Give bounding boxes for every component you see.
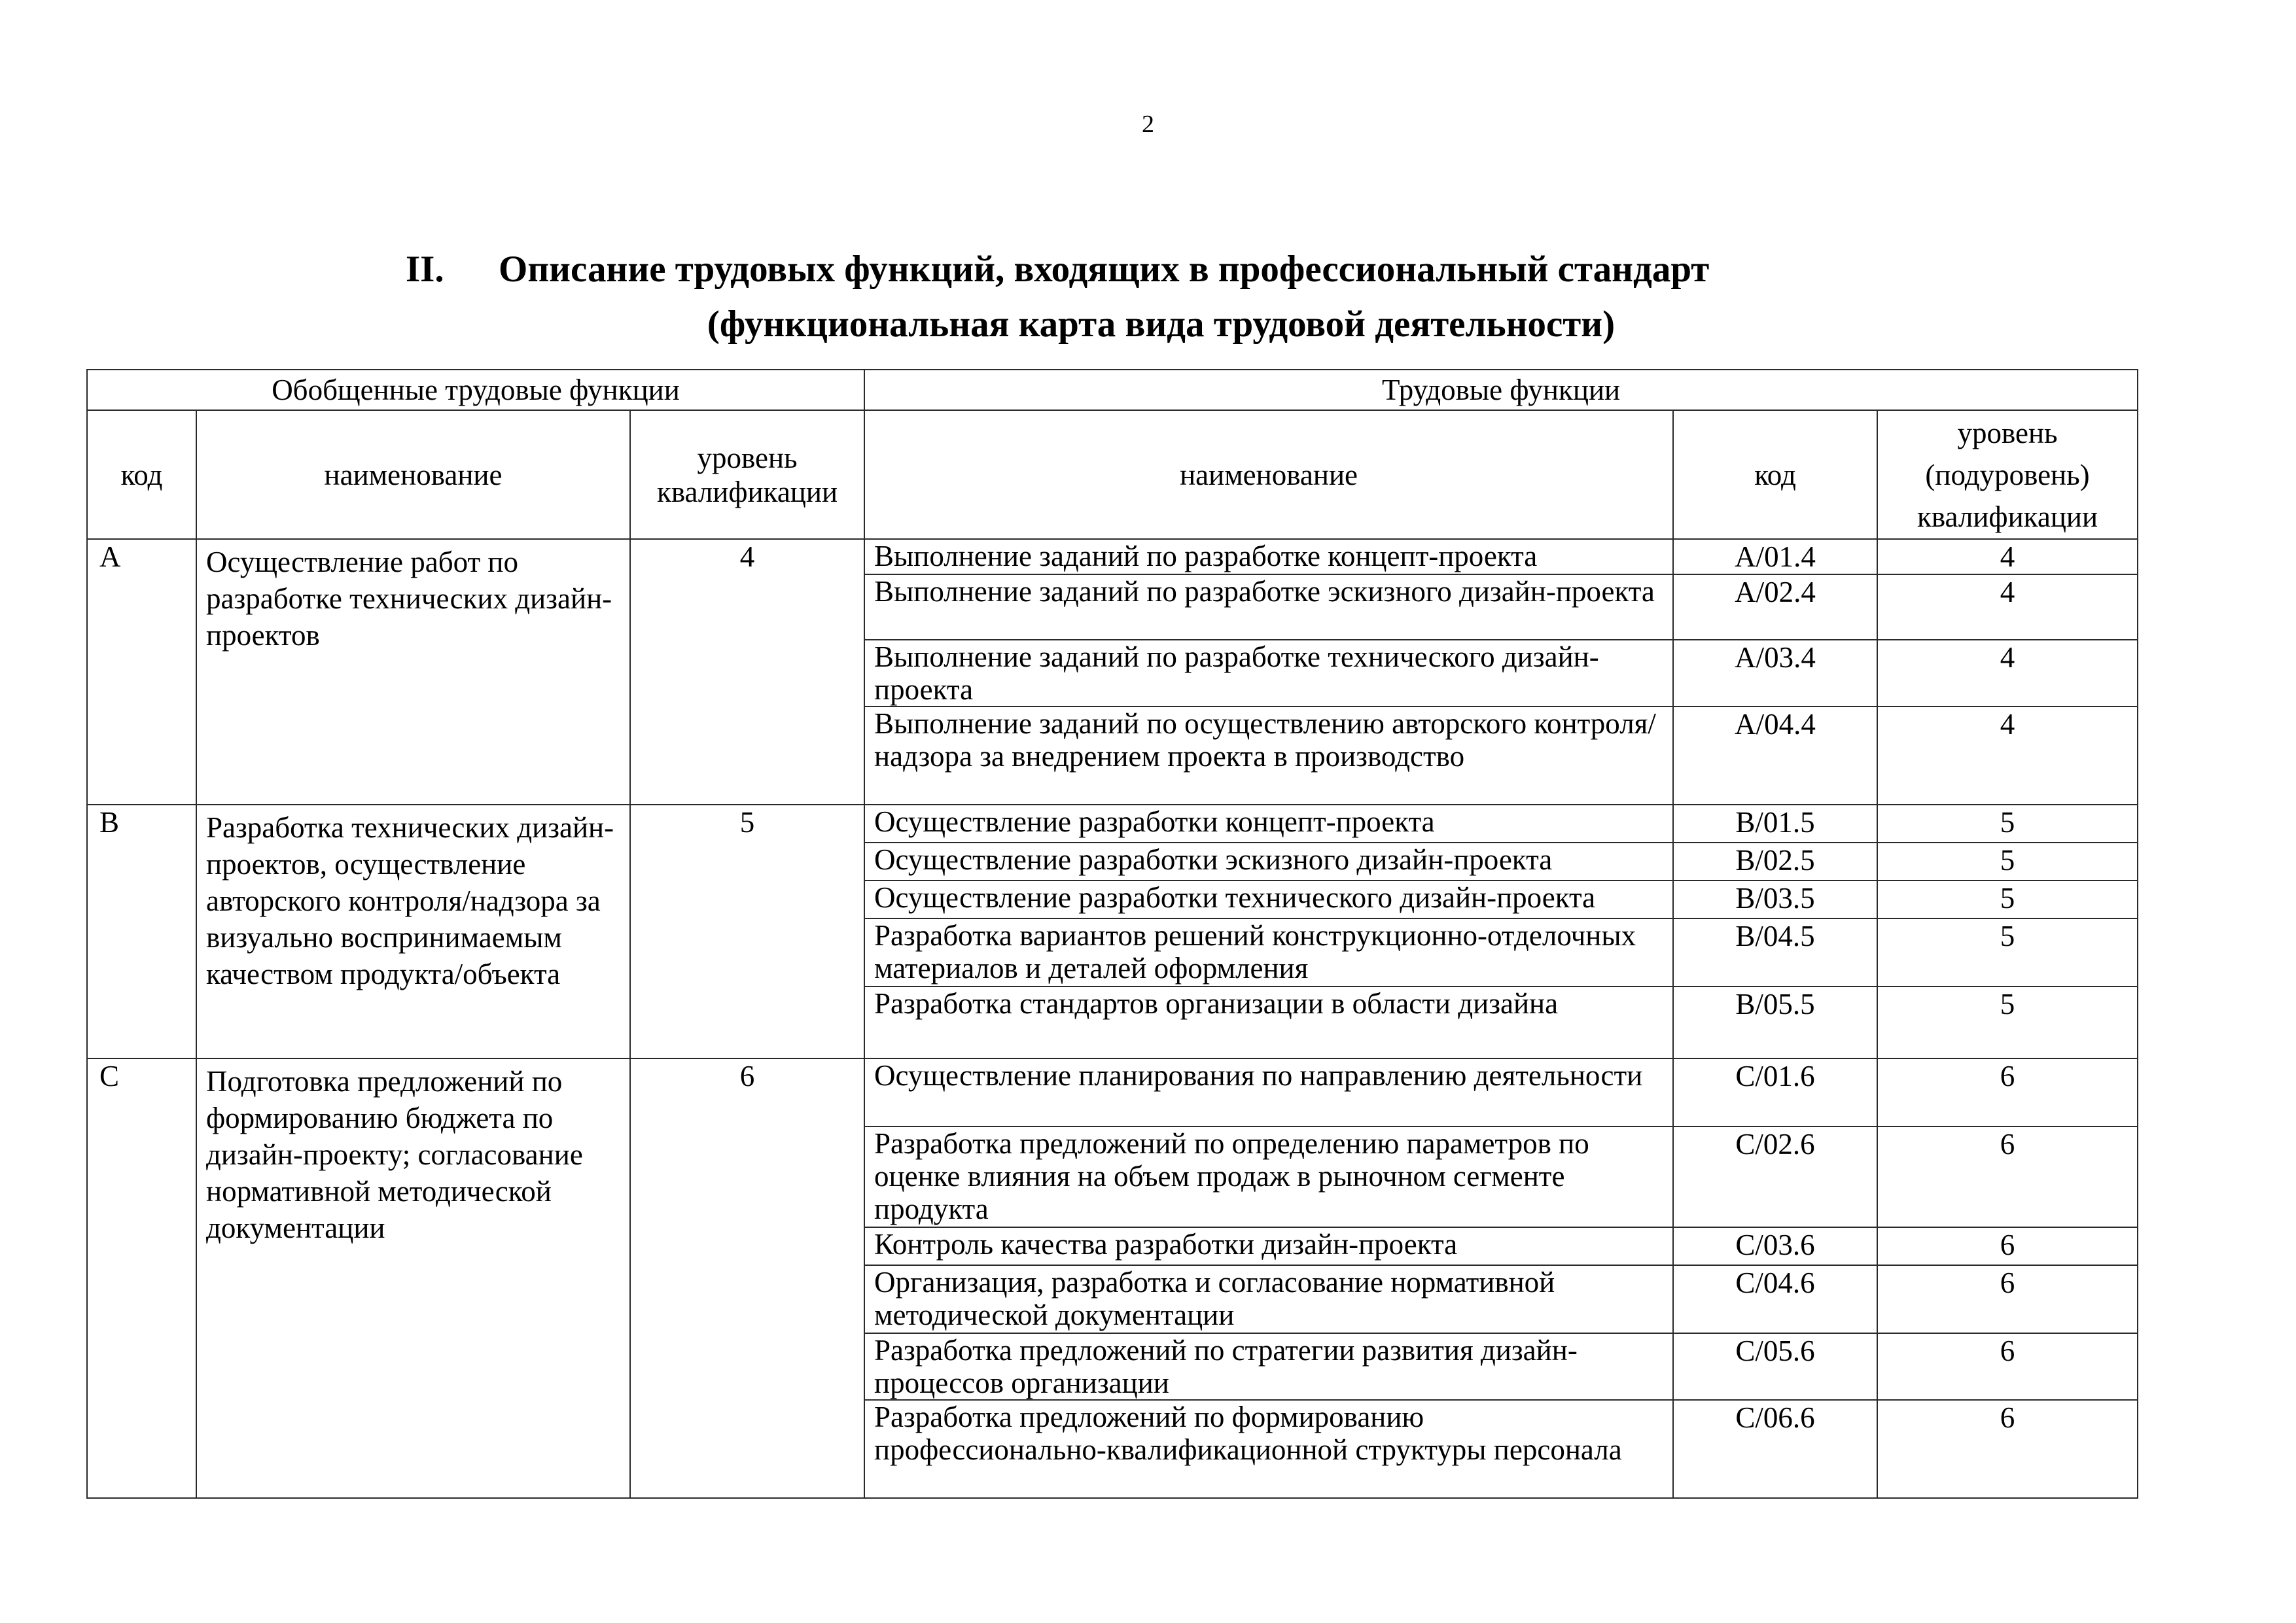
tf-level: 6 (1877, 1400, 2138, 1498)
tf-name: Разработка предложений по определению параметров по оценке влияния на объем продаж в рыночном сегменте продукта (864, 1126, 1673, 1227)
tf-level: 5 (1877, 918, 2138, 986)
header-tf-level-line-1: уровень (1957, 416, 2058, 449)
tf-name: Выполнение заданий по осуществлению авторского контроля/надзора за внедрением проекта в производство (864, 707, 1673, 805)
gf-code: B (87, 805, 196, 1058)
tf-name: Контроль качества разработки дизайн-проекта (864, 1227, 1673, 1265)
tf-level: 6 (1877, 1265, 2138, 1333)
table-row (87, 539, 2138, 574)
header-labor-functions: Трудовые функции (864, 370, 2138, 410)
tf-name: Разработка предложений по стратегии развития дизайн-процессов организации (864, 1333, 1673, 1400)
tf-code: A/02.4 (1673, 574, 1877, 640)
tf-level: 4 (1877, 707, 2138, 805)
tf-level: 4 (1877, 574, 2138, 640)
tf-code: A/01.4 (1673, 539, 1877, 574)
title-line-1: Описание трудовых функций, входящих в профессиональный стандарт (499, 249, 1710, 290)
tf-level: 5 (1877, 843, 2138, 881)
tf-code: A/03.4 (1673, 640, 1877, 707)
tf-level: 4 (1877, 539, 2138, 574)
tf-name: Разработка предложений по формированию профессионально-квалификационной структуры персонала (864, 1400, 1673, 1498)
header-level (630, 410, 864, 539)
tf-name: Выполнение заданий по разработке эскизного дизайн-проекта (864, 574, 1673, 640)
tf-level: 5 (1877, 805, 2138, 843)
tf-code: C/03.6 (1673, 1227, 1877, 1265)
header-level-line-1: уровень (697, 441, 798, 474)
tf-name: Осуществление разработки концепт-проекта (864, 805, 1673, 843)
header-tf-name: наименование (864, 410, 1673, 539)
gf-name: Разработка технических дизайн-проектов, осуществление авторского контроля/надзора за визуально воспринимаемым качеством продукта/объекта (196, 805, 630, 1058)
tf-name: Выполнение заданий по разработке концепт-проекта (864, 539, 1673, 574)
tf-code: C/02.6 (1673, 1126, 1877, 1227)
header-tf-level-line-2: (подуровень) (1925, 458, 2090, 491)
tf-code: C/04.6 (1673, 1265, 1877, 1333)
header-generalized-functions: Обобщенные трудовые функции (87, 370, 864, 410)
tf-name: Осуществление планирования по направлению деятельности (864, 1058, 1673, 1126)
header-tf-level (1877, 410, 2138, 539)
tf-name: Разработка стандартов организации в области дизайна (864, 986, 1673, 1058)
tf-code: B/01.5 (1673, 805, 1877, 843)
tf-level: 6 (1877, 1333, 2138, 1400)
header-tf-level-line-3: квалификации (1917, 500, 2098, 533)
header-tf-code: код (1673, 410, 1877, 539)
tf-code: C/06.6 (1673, 1400, 1877, 1498)
page-number: 2 (1142, 111, 1154, 138)
tf-code: B/02.5 (1673, 843, 1877, 881)
tf-level: 4 (1877, 640, 2138, 707)
title-line-2: (функциональная карта вида трудовой деятельности) (707, 304, 1616, 345)
header-code: код (87, 410, 196, 539)
tf-name: Осуществление разработки технического дизайн-проекта (864, 881, 1673, 918)
table-row (87, 805, 2138, 843)
table-row (87, 1058, 2138, 1126)
section-numeral: II. (406, 249, 444, 290)
gf-code: A (87, 539, 196, 805)
tf-code: B/03.5 (1673, 881, 1877, 918)
tf-name: Осуществление разработки эскизного дизайн-проекта (864, 843, 1673, 881)
tf-level: 6 (1877, 1126, 2138, 1227)
gf-name: Осуществление работ по разработке технических дизайн-проектов (196, 539, 630, 805)
tf-code: B/05.5 (1673, 986, 1877, 1058)
tf-code: C/05.6 (1673, 1333, 1877, 1400)
tf-name: Разработка вариантов решений конструкционно-отделочных материалов и деталей оформления (864, 918, 1673, 986)
tf-level: 5 (1877, 881, 2138, 918)
tf-level: 6 (1877, 1058, 2138, 1126)
header-level-line-2: квалификации (656, 475, 838, 508)
gf-level: 4 (630, 539, 864, 805)
header-name: наименование (196, 410, 630, 539)
gf-code: C (87, 1058, 196, 1498)
gf-level: 6 (630, 1058, 864, 1498)
gf-name: Подготовка предложений по формированию бюджета по дизайн-проекту; согласование нормативной методической документации (196, 1058, 630, 1498)
tf-code: A/04.4 (1673, 707, 1877, 805)
tf-name: Выполнение заданий по разработке технического дизайн-проекта (864, 640, 1673, 707)
tf-level: 6 (1877, 1227, 2138, 1265)
tf-level: 5 (1877, 986, 2138, 1058)
tf-name: Организация, разработка и согласование нормативной методической документации (864, 1265, 1673, 1333)
gf-level: 5 (630, 805, 864, 1058)
tf-code: C/01.6 (1673, 1058, 1877, 1126)
functional-map-table (86, 369, 2138, 1499)
tf-code: B/04.5 (1673, 918, 1877, 986)
